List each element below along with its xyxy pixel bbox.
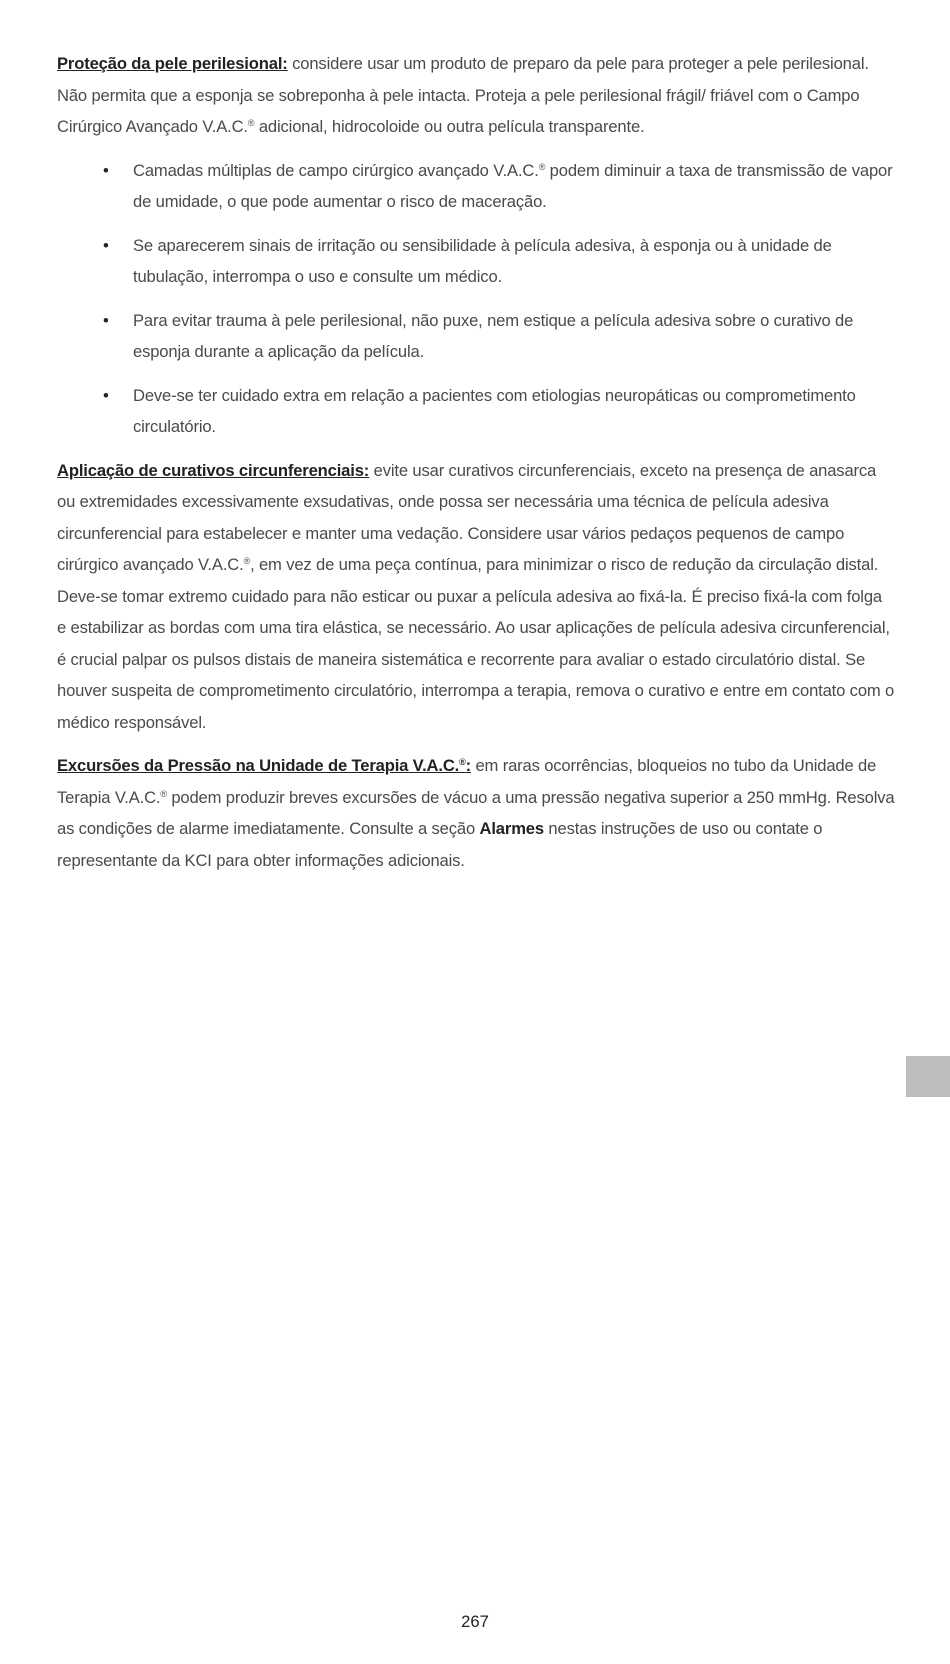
heading-text: Excursões da Pressão na Unidade de Terapia V.A.C. xyxy=(57,756,460,775)
heading-colon: : xyxy=(465,756,472,775)
paragraph-text: adicional, hidrocoloide ou outra película transparente. xyxy=(254,117,645,136)
registered-mark: ® xyxy=(538,161,546,172)
page-number: 267 xyxy=(461,1612,489,1631)
paragraph-text: evite usar curativos circunferenciais, exceto na presença de anasarca ou extremidades excessivamente exsudativas, onde possa ser necessária uma técnica de película adesiva circunferencial para estabelecer e manter uma vedação. Considere usar vários pedaços pequenos de campo cirúrgico avançado V.A.C. xyxy=(57,460,877,574)
paragraph-text: em raras ocorrências, bloqueios no tubo da Unidade de Terapia V.A.C. xyxy=(57,756,877,807)
heading-excursoes-pressao xyxy=(57,756,471,775)
paragraph-protecao-pele xyxy=(57,48,895,143)
alarmes-reference: Alarmes xyxy=(479,819,544,838)
paragraph-text: considere usar um produto de preparo da pele para proteger a pele perilesional. Não permita que a esponja se sobreponha à pele intacta. Proteja a pele perilesional frágil/ friável com o Campo Cirúrgico Avançado V.A.C. xyxy=(57,54,869,136)
list-item-text: Camadas múltiplas de campo cirúrgico avançado V.A.C. xyxy=(133,160,539,180)
list-item xyxy=(57,155,895,218)
registered-mark: ® xyxy=(243,556,251,566)
bullet-icon: • xyxy=(103,310,109,330)
warning-bullet-list xyxy=(57,155,895,443)
list-item xyxy=(57,380,895,443)
registered-mark: ® xyxy=(247,118,255,128)
paragraph-text: podem produzir breves excursões de vácuo a uma pressão negativa superior a 250 mmHg. Resolva as condições de alarme imediatamente. Consulte a seção xyxy=(57,787,895,838)
registered-mark: ® xyxy=(160,788,167,799)
list-item xyxy=(57,305,895,368)
registered-mark: ® xyxy=(459,757,466,767)
heading-curativos-circunferenciais: Aplicação de curativos circunferenciais: xyxy=(57,460,370,480)
section-thumb-tab xyxy=(906,1056,950,1097)
paragraph-excursoes-pressao xyxy=(57,750,895,876)
list-item-text: podem diminuir a taxa de transmissão de vapor de umidade, o que pode aumentar o risco de maceração. xyxy=(133,160,893,211)
bullet-icon: • xyxy=(103,385,109,405)
paragraph-curativos-circunferenciais xyxy=(57,455,895,739)
heading-protecao-pele: Proteção da pele perilesional: xyxy=(57,54,288,73)
list-item-text: Deve-se ter cuidado extra em relação a pacientes com etiologias neuropáticas ou comprometimento circulatório. xyxy=(133,385,856,436)
bullet-icon: • xyxy=(103,235,109,255)
paragraph-text: , em vez de uma peça contínua, para minimizar o risco de redução da circulação distal. Deve-se tomar extremo cuidado para não esticar ou puxar a película adesiva ao fixá-la. É preciso fixá-la com folga e estabilizar as bordas com uma tira elástica, se necessário. Ao usar aplicações de película adesiva circunferencial, é crucial palpar os pulsos distais de maneira sistemática e recorrente para avaliar o estado circulatório distal. Se houver suspeita de comprometimento circulatório, interrompa a terapia, remova o curativo e entre em contato com o médico responsável. xyxy=(57,555,895,732)
paragraph-text: nestas instruções de uso ou contate o representante da KCI para obter informações adicionais. xyxy=(57,819,823,870)
list-item-text: Para evitar trauma à pele perilesional, não puxe, nem estique a película adesiva sobre o curativo de esponja durante a aplicação da película. xyxy=(133,310,854,361)
bullet-icon: • xyxy=(103,160,109,180)
list-item-text: Se aparecerem sinais de irritação ou sensibilidade à película adesiva, à esponja ou à unidade de tubulação, interrompa o uso e consulte um médico. xyxy=(133,235,832,286)
list-item xyxy=(57,230,895,293)
document-body xyxy=(57,48,895,888)
